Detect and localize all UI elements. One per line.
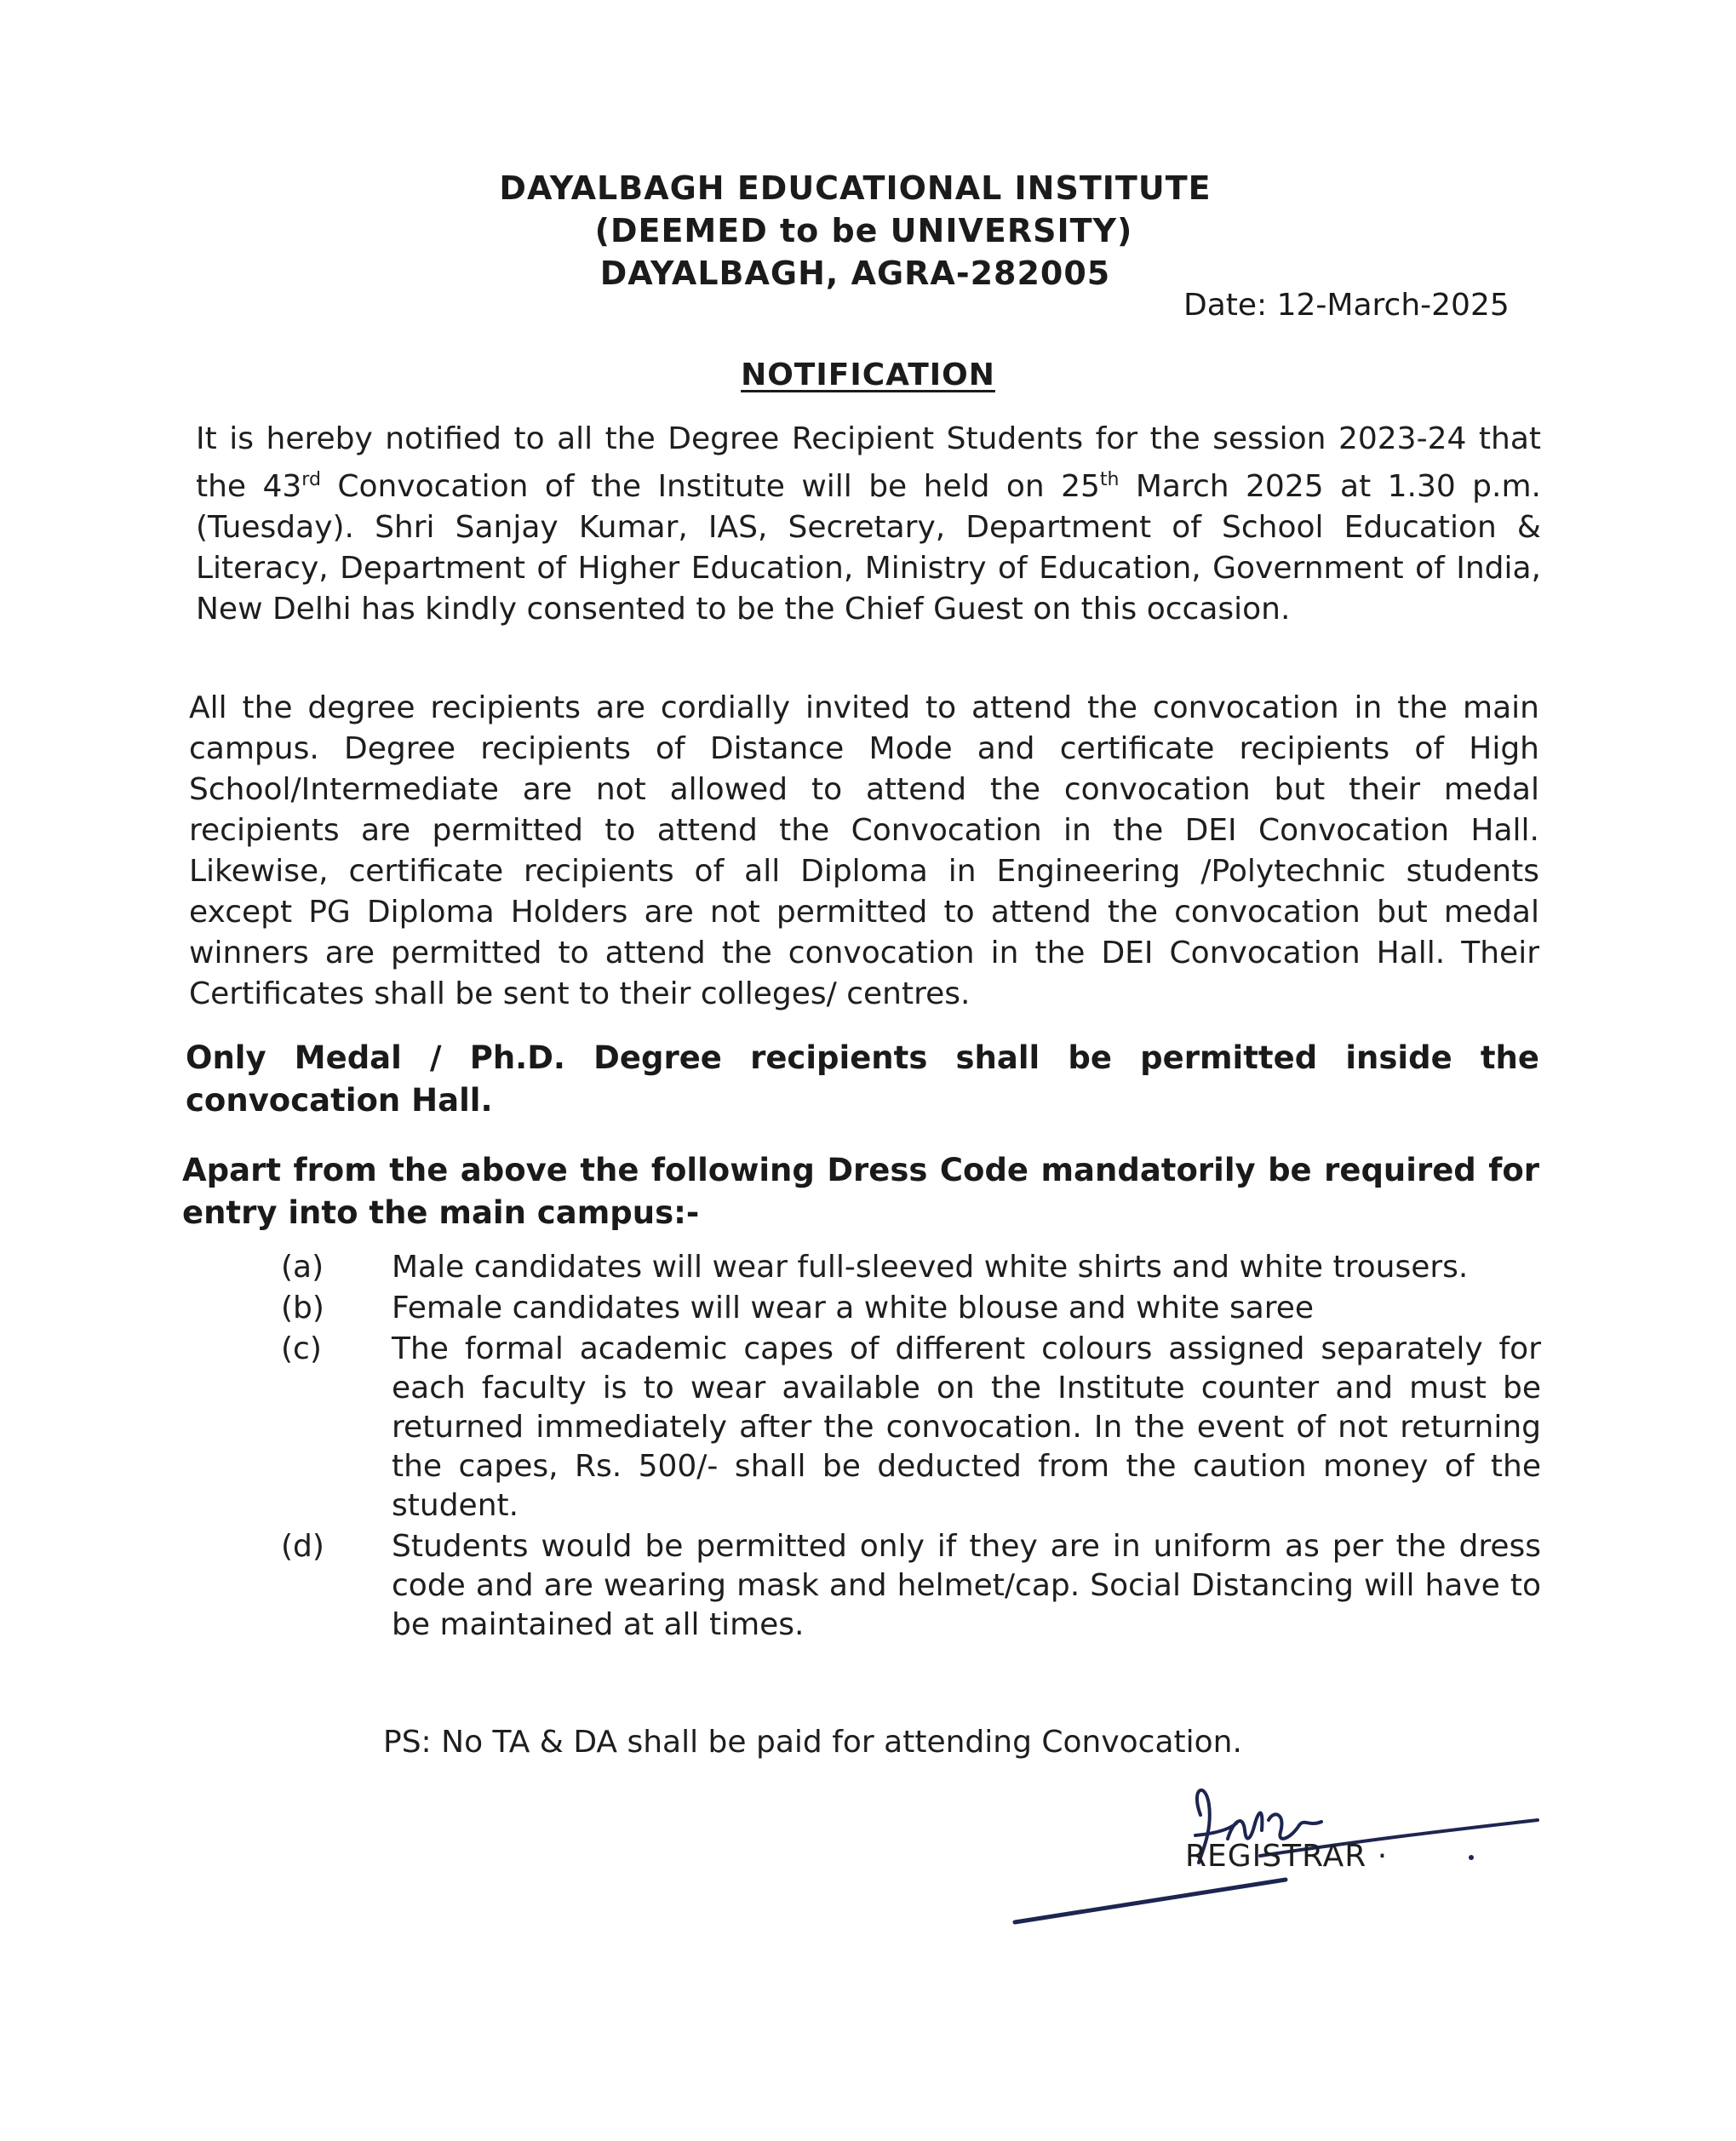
- postscript-note: PS: No TA & DA shall be paid for attending Convocation.: [383, 1725, 1242, 1760]
- list-item-text: Male candidates will wear full-sleeved white shirts and white trousers.: [392, 1250, 1469, 1285]
- para1-text-1: It is hereby notified to all the Degree Recipient Students for the session 2023-24 that the 43: [196, 421, 1541, 504]
- list-item: [281, 1248, 1541, 1287]
- list-item: [281, 1330, 1541, 1526]
- institute-name: DAYALBAGH EDUCATIONAL INSTITUTE: [499, 169, 1212, 207]
- notification-title: NOTIFICATION: [741, 358, 995, 392]
- para1-text-2: Convocation of the Institute will be held on 25: [320, 469, 1100, 504]
- institute-header: [0, 167, 1736, 295]
- list-marker: (a): [281, 1250, 324, 1285]
- registrar-designation: REGISTRAR ·: [1185, 1839, 1389, 1874]
- paragraph-attendance-rules: All the degree recipients are cordially invited to attend the convocation in the main campus. Degree recipients of Distance Mode and certificate recipients of High School/Intermediate are not allowed to attend the convocation but their medal recipients are permitted to attend the Convocation in the DEI Convocation Hall. Likewise, certificate recipients of all Diploma in Engineering /Polytechnic students except PG Diploma Holders are not permitted to attend the convocation but medal winners are permitted to attend the convocation in the DEI Convocation Hall. Their Certificates shall be sent to their colleges/ centres.: [189, 690, 1539, 1011]
- list-marker: (c): [281, 1331, 322, 1366]
- institute-address: DAYALBAGH, AGRA-282005: [599, 255, 1111, 292]
- list-marker: (b): [281, 1291, 324, 1325]
- list-item-text: The formal academic capes of different colours assigned separately for each faculty is to wear available on the Institute counter and must be returned immediately after the convocation. In the event of not returning the capes, Rs. 500/- shall be deducted from the caution money of the student.: [392, 1331, 1541, 1523]
- institute-status: (DEEMED to be UNIVERSITY): [594, 212, 1133, 249]
- list-item-text: Students would be permitted only if they are in uniform as per the dress code and are wearing mask and helmet/cap. Social Distancing will have to be maintained at all times.: [392, 1529, 1541, 1642]
- bold-notice-hall-permission: Only Medal / Ph.D. Degree recipients shall be permitted inside the convocation Hall.: [186, 1039, 1539, 1119]
- bold-notice-dress-code: Apart from the above the following Dress Code mandatorily be required for entry into the main campus:-: [182, 1152, 1539, 1231]
- notification-date: Date: 12-March-2025: [1183, 288, 1510, 323]
- dress-code-list: [281, 1248, 1541, 1646]
- para1-text-3: March 2025 at 1.30 p.m. (Tuesday). Shri Sanjay Kumar, IAS, Secretary, Department of School Education & Literacy, Department of Higher Education, Ministry of Education, Government of India, New Delhi has kindly consented to be the Chief Guest on this occasion.: [196, 469, 1541, 627]
- list-marker: (d): [281, 1529, 324, 1564]
- list-item: [281, 1289, 1541, 1328]
- paragraph-convocation-announcement: [196, 419, 1541, 630]
- ordinal-superscript: th: [1099, 469, 1120, 490]
- list-item: [281, 1527, 1541, 1645]
- ordinal-superscript: rd: [301, 469, 321, 490]
- list-item-text: Female candidates will wear a white blouse and white saree: [392, 1291, 1315, 1325]
